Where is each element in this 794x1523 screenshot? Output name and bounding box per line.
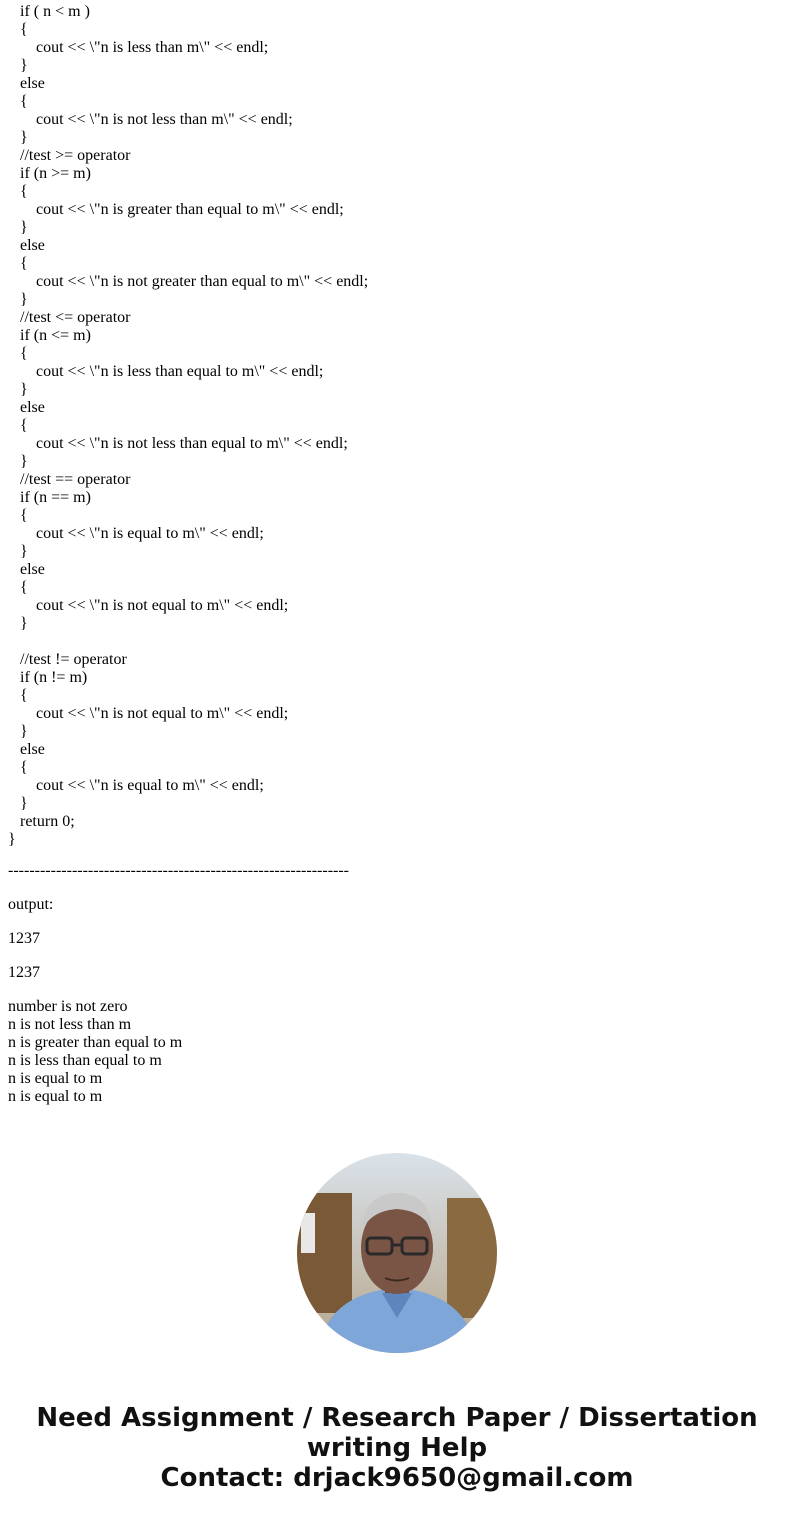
code-line: { (20, 21, 28, 38)
contact-email: Contact: drjack9650@gmail.com (160, 1463, 634, 1493)
code-line: { (20, 579, 28, 596)
code-line: { (20, 687, 28, 704)
output-result: n is not less than m (8, 1016, 132, 1033)
code-line: else (20, 237, 45, 254)
output-result: n is greater than equal to m (8, 1034, 183, 1051)
code-line: } (20, 219, 28, 236)
code-listing (0, 3, 794, 849)
code-line: if (n != m) (20, 669, 88, 686)
code-line: if (n >= m) (20, 165, 91, 182)
code-line: //test <= operator (20, 309, 131, 326)
code-line: } (8, 831, 16, 848)
output-value: 1237 (8, 964, 40, 981)
code-line: } (20, 381, 28, 398)
code-line: cout << \"n is less than equal to m\" << endl; (36, 363, 324, 380)
code-line: else (20, 561, 45, 578)
code-line: if (n == m) (20, 489, 91, 506)
code-line: cout << \"n is equal to m\" << endl; (36, 777, 264, 794)
code-line: else (20, 75, 45, 92)
code-line: { (20, 93, 28, 110)
code-line (0, 633, 794, 651)
output-value: 1237 (8, 930, 40, 947)
code-line: } (20, 723, 28, 740)
code-line: else (20, 399, 45, 416)
code-line: { (20, 759, 28, 776)
code-line: if (n <= m) (20, 327, 91, 344)
code-line: } (20, 129, 28, 146)
avatar (297, 1153, 497, 1353)
code-line: } (20, 291, 28, 308)
code-line: if ( n < m ) (20, 3, 90, 20)
code-line: else (20, 741, 45, 758)
contact-banner (0, 1403, 794, 1493)
output-result: n is equal to m (8, 1088, 103, 1105)
banner-line: writing Help (306, 1433, 488, 1463)
code-line: } (20, 453, 28, 470)
code-line: } (20, 615, 28, 632)
code-line: cout << \"n is not equal to m\" << endl; (36, 597, 289, 614)
code-line: //test >= operator (20, 147, 131, 164)
code-line: cout << \"n is not less than m\" << endl; (36, 111, 293, 128)
code-line: return 0; (20, 813, 75, 830)
code-line: { (20, 417, 28, 434)
banner-line: Need Assignment / Research Paper / Dissertation (36, 1403, 758, 1433)
code-line: cout << \"n is equal to m\" << endl; (36, 525, 264, 542)
divider-line: ---------------------------------------------------------------- (8, 862, 349, 879)
code-line: cout << \"n is less than m\" << endl; (36, 39, 269, 56)
code-line: { (20, 183, 28, 200)
code-line: cout << \"n is not less than equal to m\" << endl; (36, 435, 348, 452)
code-line: } (20, 543, 28, 560)
code-line: { (20, 255, 28, 272)
output-heading: output: (8, 896, 54, 913)
output-result: number is not zero (8, 998, 128, 1015)
code-line: } (20, 57, 28, 74)
output-result: n is less than equal to m (8, 1052, 162, 1069)
code-line: //test != operator (20, 651, 127, 668)
code-line: cout << \"n is greater than equal to m\" << endl; (36, 201, 344, 218)
code-line: { (20, 345, 28, 362)
code-line: cout << \"n is not equal to m\" << endl; (36, 705, 289, 722)
code-line: } (20, 795, 28, 812)
code-line: cout << \"n is not greater than equal to m\" << endl; (36, 273, 369, 290)
code-line: { (20, 507, 28, 524)
person-photo-icon (297, 1153, 497, 1353)
output-result: n is equal to m (8, 1070, 103, 1087)
code-line: //test == operator (20, 471, 131, 488)
